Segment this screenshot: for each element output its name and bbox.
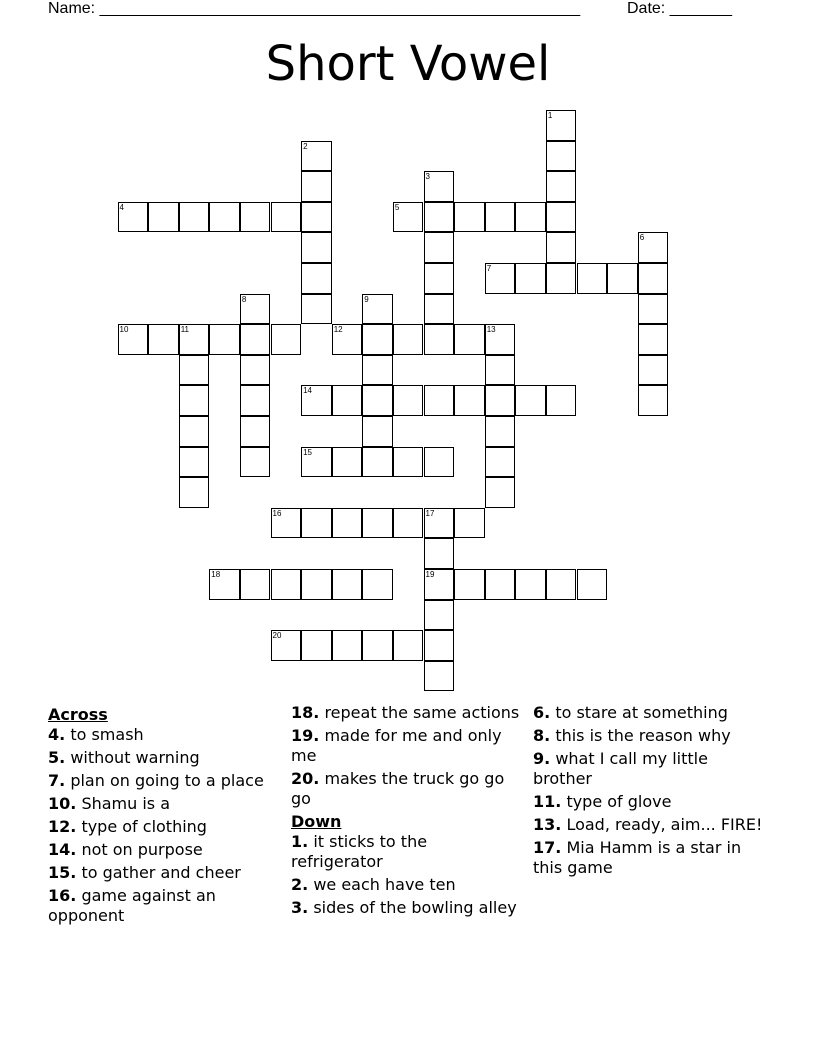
clue-across-5: 5. without warning xyxy=(48,748,200,767)
grid-cell[interactable] xyxy=(240,416,271,447)
grid-cell[interactable] xyxy=(301,294,332,325)
grid-cell-11[interactable] xyxy=(179,324,210,355)
grid-cell[interactable] xyxy=(148,202,179,233)
grid-cell-4[interactable] xyxy=(118,202,149,233)
grid-cell[interactable] xyxy=(454,508,485,539)
grid-cell[interactable] xyxy=(393,447,424,478)
clue-across-16: 16. game against an opponent xyxy=(48,886,216,925)
clue-across-19: 19. made for me and only me xyxy=(291,726,502,765)
grid-cell[interactable] xyxy=(546,569,577,600)
clue-across-14: 14. not on purpose xyxy=(48,840,203,859)
grid-cell[interactable] xyxy=(454,385,485,416)
clue-number: 20 xyxy=(272,631,282,641)
grid-cell[interactable] xyxy=(301,202,332,233)
grid-cell[interactable] xyxy=(424,600,455,631)
date-label: Date: xyxy=(627,0,666,17)
grid-cell[interactable] xyxy=(515,202,546,233)
grid-cell[interactable] xyxy=(332,630,363,661)
clue-across-7: 7. plan on going to a place xyxy=(48,771,264,790)
clue-number: 9 xyxy=(364,294,369,304)
clue-down-13: 13. Load, ready, aim... FIRE! xyxy=(533,815,763,834)
grid-cell-14[interactable] xyxy=(301,385,332,416)
across-heading: Across xyxy=(48,705,108,724)
grid-cell[interactable] xyxy=(148,324,179,355)
grid-cell-3[interactable] xyxy=(424,171,455,202)
grid-cell[interactable] xyxy=(424,202,455,233)
grid-cell[interactable] xyxy=(424,447,455,478)
name-line[interactable]: ______________________________________________________ xyxy=(99,0,581,17)
grid-cell[interactable] xyxy=(546,263,577,294)
grid-cell[interactable] xyxy=(179,385,210,416)
grid-cell[interactable] xyxy=(301,263,332,294)
grid-cell[interactable] xyxy=(240,569,271,600)
clue-down-1: 1. it sticks to the refrigerator xyxy=(291,832,428,871)
grid-cell[interactable] xyxy=(424,324,455,355)
grid-cell[interactable] xyxy=(546,232,577,263)
clue-number: 15 xyxy=(303,447,312,457)
clue-number: 2 xyxy=(303,141,308,151)
date-line[interactable]: _______ xyxy=(669,0,732,17)
grid-cell-20[interactable] xyxy=(271,630,302,661)
grid-cell[interactable] xyxy=(424,232,455,263)
grid-cell[interactable] xyxy=(638,385,669,416)
grid-cell[interactable] xyxy=(240,385,271,416)
grid-cell[interactable] xyxy=(485,569,516,600)
clue-number: 14 xyxy=(303,386,312,396)
grid-cell[interactable] xyxy=(515,263,546,294)
clue-down-8: 8. this is the reason why xyxy=(533,726,731,745)
clue-number: 4 xyxy=(119,202,124,212)
grid-cell[interactable] xyxy=(485,416,516,447)
clue-number: 13 xyxy=(486,325,496,335)
grid-cell[interactable] xyxy=(546,171,577,202)
grid-cell[interactable] xyxy=(240,324,271,355)
grid-cell[interactable] xyxy=(638,263,669,294)
grid-cell-18[interactable] xyxy=(209,569,240,600)
grid-cell[interactable] xyxy=(179,477,210,508)
clue-down-2: 2. we each have ten xyxy=(291,875,456,894)
grid-cell[interactable] xyxy=(393,385,424,416)
down-heading: Down xyxy=(291,812,342,831)
clue-down-3: 3. sides of the bowling alley xyxy=(291,898,517,917)
grid-cell[interactable] xyxy=(332,569,363,600)
grid-cell[interactable] xyxy=(485,385,516,416)
clue-across-15: 15. to gather and cheer xyxy=(48,863,241,882)
grid-cell[interactable] xyxy=(362,630,393,661)
grid-cell-1[interactable] xyxy=(546,110,577,141)
grid-cell[interactable] xyxy=(485,447,516,478)
grid-cell[interactable] xyxy=(638,324,669,355)
grid-cell[interactable] xyxy=(240,202,271,233)
grid-cell[interactable] xyxy=(607,263,638,294)
clue-number: 11 xyxy=(180,325,189,335)
grid-cell-6[interactable] xyxy=(638,232,669,263)
clue-number: 12 xyxy=(333,325,343,335)
clue-column-2 xyxy=(291,703,523,921)
grid-cell[interactable] xyxy=(485,202,516,233)
grid-cell[interactable] xyxy=(546,202,577,233)
grid-cell[interactable] xyxy=(271,202,302,233)
grid-cell-19[interactable] xyxy=(424,569,455,600)
clue-number: 10 xyxy=(119,325,129,335)
grid-cell[interactable] xyxy=(393,630,424,661)
grid-cell[interactable] xyxy=(638,355,669,386)
name-label: Name: xyxy=(48,0,96,17)
grid-cell[interactable] xyxy=(301,508,332,539)
clue-down-17: 17. Mia Hamm is a star in this game xyxy=(533,838,742,877)
grid-cell[interactable] xyxy=(485,355,516,386)
grid-cell-8[interactable] xyxy=(240,294,271,325)
clue-column-3 xyxy=(533,703,765,881)
clue-number: 5 xyxy=(394,202,400,212)
grid-cell[interactable] xyxy=(577,569,608,600)
grid-cell[interactable] xyxy=(362,355,393,386)
page-title: Short Vowel xyxy=(265,36,551,92)
grid-cell[interactable] xyxy=(209,324,240,355)
grid-cell-7[interactable] xyxy=(485,263,516,294)
grid-cell[interactable] xyxy=(424,538,455,569)
clue-column-1 xyxy=(48,703,280,929)
clue-number: 17 xyxy=(425,508,435,518)
grid-cell[interactable] xyxy=(393,324,424,355)
grid-cell[interactable] xyxy=(393,508,424,539)
clue-across-12: 12. type of clothing xyxy=(48,817,207,836)
grid-cell[interactable] xyxy=(577,263,608,294)
grid-cell[interactable] xyxy=(424,263,455,294)
grid-cell[interactable] xyxy=(179,355,210,386)
clue-across-18: 18. repeat the same actions xyxy=(291,703,520,722)
clue-number: 6 xyxy=(639,233,645,243)
grid-cell-5[interactable] xyxy=(393,202,424,233)
grid-cell[interactable] xyxy=(424,294,455,325)
grid-cell[interactable] xyxy=(515,385,546,416)
grid-cell[interactable] xyxy=(454,202,485,233)
clue-down-6: 6. to stare at something xyxy=(533,703,728,722)
grid-cell[interactable] xyxy=(546,385,577,416)
clue-number: 3 xyxy=(425,172,430,182)
clue-number: 18 xyxy=(211,570,221,579)
grid-cell[interactable] xyxy=(362,324,393,355)
grid-cell[interactable] xyxy=(209,202,240,233)
clue-number: 1 xyxy=(547,111,553,120)
grid-cell-2[interactable] xyxy=(301,141,332,172)
grid-cell[interactable] xyxy=(271,569,302,600)
grid-cell[interactable] xyxy=(179,202,210,233)
clue-number: 8 xyxy=(241,294,247,304)
grid-cell[interactable] xyxy=(454,569,485,600)
grid-cell[interactable] xyxy=(271,324,302,355)
grid-cell[interactable] xyxy=(179,447,210,478)
grid-cell[interactable] xyxy=(362,569,393,600)
grid-cell[interactable] xyxy=(301,232,332,263)
grid-cell-9[interactable] xyxy=(362,294,393,325)
grid-cell-15[interactable] xyxy=(301,447,332,478)
grid-cell-12[interactable] xyxy=(332,324,363,355)
clue-across-10: 10. Shamu is a xyxy=(48,794,171,813)
clue-across-20: 20. makes the truck go go go xyxy=(291,769,505,808)
grid-cell[interactable] xyxy=(424,661,455,692)
grid-cell[interactable] xyxy=(638,294,669,325)
grid-cell[interactable] xyxy=(362,385,393,416)
grid-cell[interactable] xyxy=(485,477,516,508)
grid-cell[interactable] xyxy=(332,447,363,478)
grid-cell[interactable] xyxy=(240,447,271,478)
clue-across-4: 4. to smash xyxy=(48,725,144,744)
clue-number: 7 xyxy=(486,264,492,273)
grid-cell[interactable] xyxy=(362,416,393,447)
clue-down-9: 9. what I call my little brother xyxy=(533,749,708,788)
grid-cell[interactable] xyxy=(332,508,363,539)
grid-cell[interactable] xyxy=(515,569,546,600)
grid-cell-17[interactable] xyxy=(424,508,455,539)
grid-cell[interactable] xyxy=(332,385,363,416)
grid-cell[interactable] xyxy=(424,630,455,661)
grid-cell-13[interactable] xyxy=(485,324,516,355)
clue-down-11: 11. type of glove xyxy=(533,792,672,811)
grid-cell-10[interactable] xyxy=(118,324,149,355)
grid-cell[interactable] xyxy=(454,324,485,355)
grid-cell[interactable] xyxy=(240,355,271,386)
grid-cell[interactable] xyxy=(301,171,332,202)
grid-cell[interactable] xyxy=(301,569,332,600)
clue-number: 19 xyxy=(425,570,435,579)
grid-cell-16[interactable] xyxy=(271,508,302,539)
grid-cell[interactable] xyxy=(424,385,455,416)
grid-cell[interactable] xyxy=(362,447,393,478)
grid-cell[interactable] xyxy=(546,141,577,172)
grid-cell[interactable] xyxy=(179,416,210,447)
clue-number: 16 xyxy=(272,508,282,518)
grid-cell[interactable] xyxy=(301,630,332,661)
grid-cell[interactable] xyxy=(362,508,393,539)
